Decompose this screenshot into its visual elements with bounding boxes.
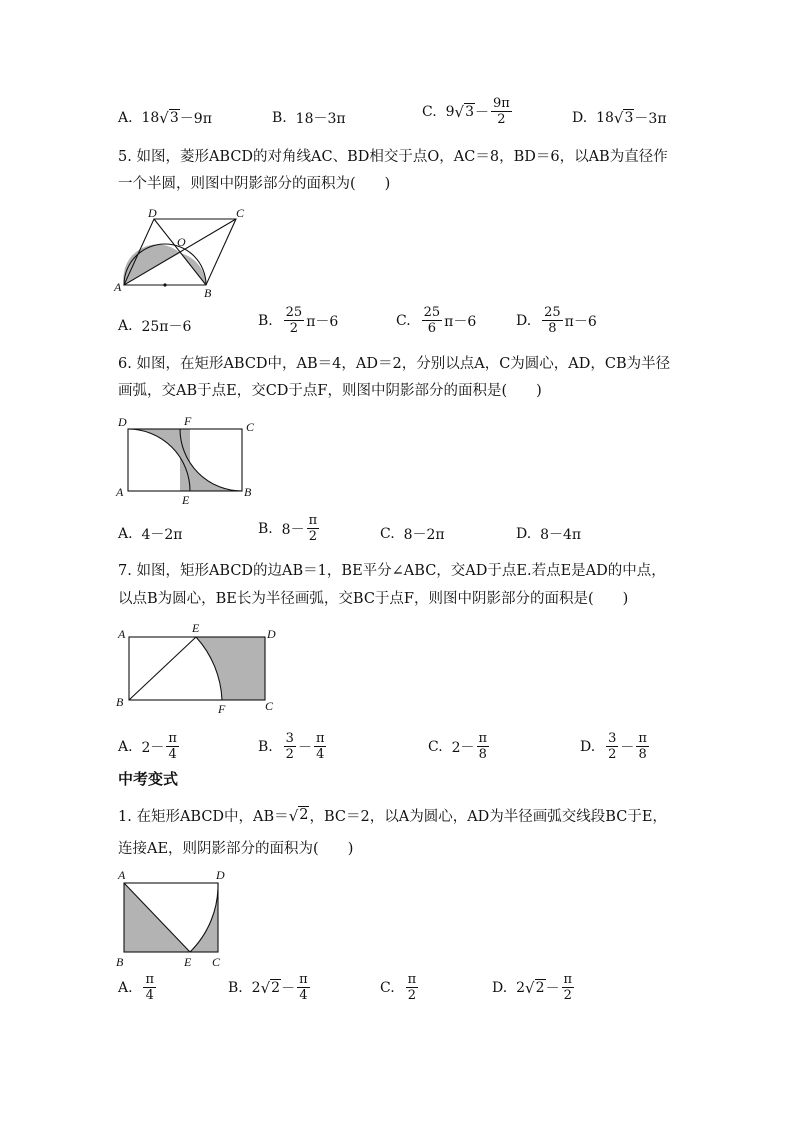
v1-label-b: B (116, 955, 124, 969)
sqrt: √ 3 (159, 109, 179, 127)
q6-label-c: C (246, 420, 255, 434)
q6-label-e: E (182, 493, 190, 507)
v1-label-a: A (118, 868, 126, 882)
q7-text-line1: 7. 如图，矩形ABCD的边AB＝1，BE平分∠ABC，交AD于点E.若点E是AD的中点， (118, 563, 666, 579)
option-label: A. (118, 110, 133, 126)
fraction: $\frac{\pi}{4}$ (145, 972, 155, 1003)
fraction: $\frac{3}{2}$ (608, 731, 617, 762)
v1-label-d: D (216, 868, 225, 882)
q7-label-f: F (218, 702, 226, 716)
v1-shaded-region-right (190, 883, 218, 952)
q6-option-c: C. 8－2π (380, 526, 445, 543)
q6-label-b: B (244, 485, 252, 499)
q7-label-b: B (116, 695, 124, 709)
fraction: $\frac{\pi}{8}$ (478, 731, 488, 762)
q5-label-d: D (148, 206, 157, 220)
v1-option-a: A. $\frac{\pi}{4}$ (118, 972, 155, 1003)
q5-shaded-region-left (123, 244, 180, 285)
q6-option-d: D. 8－4π (516, 526, 582, 543)
fraction: $\frac{25}{8}$ (544, 305, 561, 336)
fraction: $\frac{25}{2}$ (285, 305, 303, 336)
q5-label-c: C (236, 206, 245, 220)
q5-label-b: B (204, 286, 212, 300)
v1-label-c: C (212, 955, 221, 969)
q6-option-b: B. 8－ $\frac{\pi}{2}$ (258, 513, 318, 544)
q7-segment-be (129, 637, 196, 700)
q7-label-a: A (118, 627, 126, 641)
q6-label-f: F (184, 414, 192, 428)
q6-text-line1: 6. 如图，在矩形ABCD中，AB＝4，AD＝2，分别以点A，C为圆心，AD，CB为半径 (118, 356, 671, 372)
fraction: $\frac{3}{2}$ (285, 731, 294, 762)
section-title: 中考变式 (118, 770, 179, 788)
q7-text-line2: 以点B为圆心，BE长为半径画弧，交BC于点F，则图中阴影部分的面积是( ) (118, 591, 629, 607)
q5-text-line1: 5. 如图，菱形ABCD的对角线AC、BD相交于点O，AC＝8，BD＝6，以AB为直径作 (118, 149, 668, 165)
sqrt: √ 3 (454, 102, 474, 121)
q6-label-a: A (116, 485, 124, 499)
q5-rhombus-figure (112, 205, 252, 300)
q6-label-d: D (118, 415, 127, 429)
q4-option-a: A. 18 √ 3 －9π (118, 109, 212, 127)
q7-rectangle-figure (112, 620, 282, 715)
q4-option-b: B. 18－3π (272, 110, 346, 127)
q5-center-dot (163, 283, 166, 286)
v1-option-d: D. 2 √ 2 － $\frac{\pi}{2}$ (492, 972, 573, 1003)
q7-shaded-region (196, 637, 265, 700)
sqrt: √ 2 (260, 978, 281, 997)
fraction: $\frac{\pi}{4}$ (299, 972, 308, 1003)
fraction: $\frac{\pi}{2}$ (308, 513, 318, 544)
v1-text-line1: 1. 在矩形ABCD中，AB＝ √ 2 ，BC＝2，以A为圆心，AD为半径画弧交线段BC于E， (118, 807, 667, 825)
q6-option-a: A. 4－2π (118, 526, 183, 543)
v1-option-b: B. 2 √ 2 － $\frac{\pi}{4}$ (228, 972, 308, 1003)
q5-text-line2: 一个半圆，则图中阴影部分的面积为( ) (118, 176, 391, 192)
q7-label-e: E (192, 621, 200, 635)
fraction: $\frac{\pi}{4}$ (315, 731, 325, 762)
fraction: $\frac{\pi}{8}$ (638, 731, 647, 762)
fraction: $\frac{\pi}{2}$ (407, 972, 417, 1003)
q7-option-d: D. $\frac{3}{2}$ － $\frac{\pi}{8}$ (580, 731, 647, 762)
q4-option-c: C. 9 √ 3 － $\frac{9\pi}{2}$ (422, 96, 510, 127)
q5-label-a: A (114, 280, 122, 294)
q5-option-b: B. $\frac{25}{2}$ π－6 (258, 305, 339, 336)
q6-rectangle-figure (112, 412, 262, 507)
sqrt: √ 2 (288, 807, 309, 825)
v1-rectangle-figure (112, 866, 237, 971)
q7-label-c: C (265, 699, 274, 713)
sqrt: √ 2 (525, 978, 545, 997)
q5-label-o: O (177, 235, 186, 249)
q5-option-a: A. 25π－6 (118, 318, 192, 335)
fraction: $\frac{\pi}{4}$ (168, 731, 177, 762)
fraction: $\frac{25}{6}$ (423, 305, 441, 336)
fraction: $\frac{\pi}{2}$ (563, 972, 573, 1003)
sqrt: √ 3 (613, 109, 634, 127)
v1-label-e: E (184, 955, 192, 969)
q5-option-d: D. $\frac{25}{8}$ π－6 (516, 305, 597, 336)
q4-option-d: D. 18 √ 3 －3π (572, 109, 667, 127)
q5-option-c: C. $\frac{25}{6}$ π－6 (396, 305, 477, 336)
fraction: $\frac{9\pi}{2}$ (492, 96, 510, 127)
v1-option-c: C. $\frac{\pi}{2}$ (380, 972, 417, 1003)
q7-option-a: A. 2－ $\frac{\pi}{4}$ (118, 731, 177, 762)
v1-text-line2: 连接AE，则阴影部分的面积为( ) (118, 841, 354, 857)
q6-text-line2: 画弧，交AB于点E，交CD于点F，则图中阴影部分的面积是( ) (118, 383, 542, 399)
q7-label-d: D (267, 627, 276, 641)
q7-option-b: B. $\frac{3}{2}$ － $\frac{\pi}{4}$ (258, 731, 325, 762)
q7-option-c: C. 2－ $\frac{\pi}{8}$ (428, 731, 488, 762)
